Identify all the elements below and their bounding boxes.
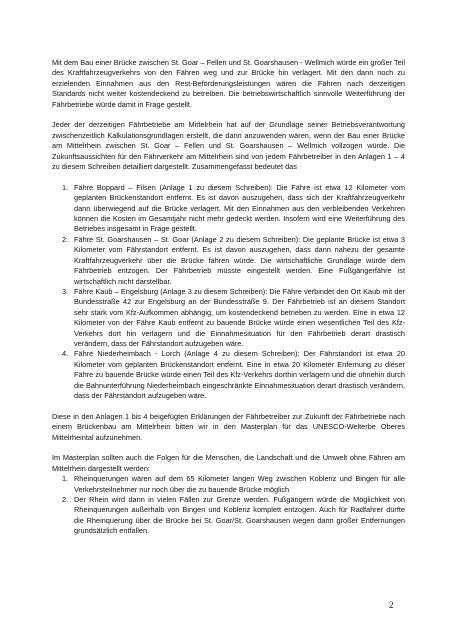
list-item-number: 3.: [62, 286, 69, 296]
paragraph-masterplan-request: Diese in den Anlagen 1 bis 4 beigefügten Erklärungen der Fährbetreiber zur Zukunft der Fährbetriebe nach einem Brückenbau am Mittelrhein bitten wir in den Masterplan für das UNESCO-Welterbe Oberes Mittelrheintal aufzunehmen.: [52, 411, 405, 442]
ferry-list: [52, 183, 405, 402]
list-item: [52, 235, 405, 287]
list-item: [52, 349, 405, 401]
list-item-text: Der Rhein wird dann in vielen Fällen zur Grenze werden. Fußgängern würde die Möglichkeit von Rheinquerungen außerhalb von Bingen und Koblenz komplett entzogen. Auch für Radfahrer dürfte die Rheinquerung über die Brücke bei St. Goar/St. Goarshausen wegen dann großer Entfernungen grundsätzlich entfallen.: [74, 495, 405, 536]
consequences-list: [52, 474, 405, 536]
paragraph-ferry-calculations: Jeder der derzeitigen Fährbetriebe am Mittelrhein hat auf der Grundlage seiner Betriebsverantwortung zwischenzeitlich Kalkulationsgrundlagen erstellt, die dann anzuwenden wären, wenn der Bau einer Brücke am Mittelrhein zwischen St. Goar – Fellen und St. Goarshausen – Wellmich vollzogen würde. Die Zukunftsaussichten für den Fährverkehr am Mittelrhein sind von jedem Fährbetreiber in den Anlagen 1 – 4 zu diesem Schreiben detailliert dargestellt. Zusammengefasst bedeutet das: [52, 120, 405, 172]
paragraph-bridge-impact: Mit dem Bau einer Brücke zwischen St. Goar – Fellen und St. Goarshausen - Wellmich würde ein großer Teil des Kraftfahrzeugverkehrs von den Fähren weg und zur Brücke hin verlagert. Mit den dann noch zu erzielenden Einnahmen aus den Rest-Beförderungsleistungen wären die Fähren nach derzeitigen Standards nicht weiter kostendeckend zu betreiben. Die betriebswirtschaftlich sinnvolle Weiterführung der Fährbetriebe würde damit in Frage gestellt.: [52, 58, 405, 109]
document-body: [52, 58, 405, 547]
list-item-number: 1.: [62, 182, 69, 192]
paragraph-consequences-intro: Im Masterplan sollten auch die Folgen für die Menschen, die Landschaft und die Umwelt ohne Fähren am Mittelrhein dargestellt werden:: [52, 453, 405, 473]
list-item: [52, 183, 405, 235]
list-item: [52, 474, 405, 495]
list-item-number: 4.: [62, 349, 69, 359]
page-number: 2: [389, 600, 394, 610]
list-item-number: 2.: [62, 234, 69, 244]
list-item-number: 1.: [62, 474, 69, 484]
list-item: [52, 287, 405, 349]
list-item-number: 2.: [62, 495, 69, 504]
list-item: [52, 495, 405, 537]
list-item-text: Fähre St. Goarshausen – St. Goar (Anlage 2 zu diesem Schreiben): Die geplante Brücke ist etwa 3 Kilometer vom Fährstandort entfernt. Es ist davon auszugehen, dass dann nahezu der gesamte Kraftfahrzeugverkehr über die Brücke fahren würde. Die wirtschaftliche Grundlage würde dem Fährbetrieb entzogen. Der Fährbetrieb müsste eingestellt werden. Eine Fußgängerfähre ist wirtschaftlich nicht darstellbar.: [74, 234, 405, 286]
list-item-text: Fähre Boppard – Filsen (Anlage 1 zu diesem Schreiben): Die Fähre ist etwa 12 Kilometer vom geplanten Brückenstandort entfernt. Es ist davon auszugehen, dass sich der Kraftfahrzeugverkehr dann überwiegend auf die Brücke verlagert. Mit den Einnahmen aus den verbleibenden Verkehren können die Kosten im Gesamtjahr nicht mehr gedeckt werden. Insofern wird eine Weiterführung des Betriebes insgesamt in Frage gestellt.: [74, 182, 405, 234]
list-item-text: Fähre Kaub – Engelsburg (Anlage 3 zu diesem Schreiben): Die Fähre verbindet den Ort Kaub mit der Bundesstraße 42 zur Engelsburg an der Bundesstraße 9. Der Fährbetrieb ist an diesem Standort sehr stark vom Kfz-Aufkommen abhängig, um kostendeckend betrieben zu werden. Eine in etwa 12 Kilometer von der Fähre Kaub entfernt zu bauende Brücke würde einen wesentlichen Teil des Kfz-Verkehrs dort hin verlagern und die Einnahmesituation für den Fährbetrieb derart drastisch verändern, dass der Fährstandort aufzugeben wäre.: [74, 286, 405, 348]
list-item-text: Fähre Niederheimbach - Lorch (Anlage 4 zu diesem Schreiben): Der Fährstandort ist etwa 20 Kilometer vom geplanten Brückenstandort entfernt. Eine in etwa 20 Kilometer Enfernung zu dieser Fähre zu bauende Brücke würde einen Teil des Kfz-Verkehrs dorthin verlagern und die ohnehin durch die Bahnunterführung Niederheimbach eingeschränkte Einnahmesituation derart drastisch verändern, dass der Fährstandort aufzugeben wäre.: [74, 349, 405, 400]
list-item-text: Rheinquerungen wären auf dem 65 Kilometer langen Weg zwischen Koblenz und Bingen für alle Verkehrsteilnehmer nur noch über die zu bauende Brücke möglich: [74, 474, 405, 494]
